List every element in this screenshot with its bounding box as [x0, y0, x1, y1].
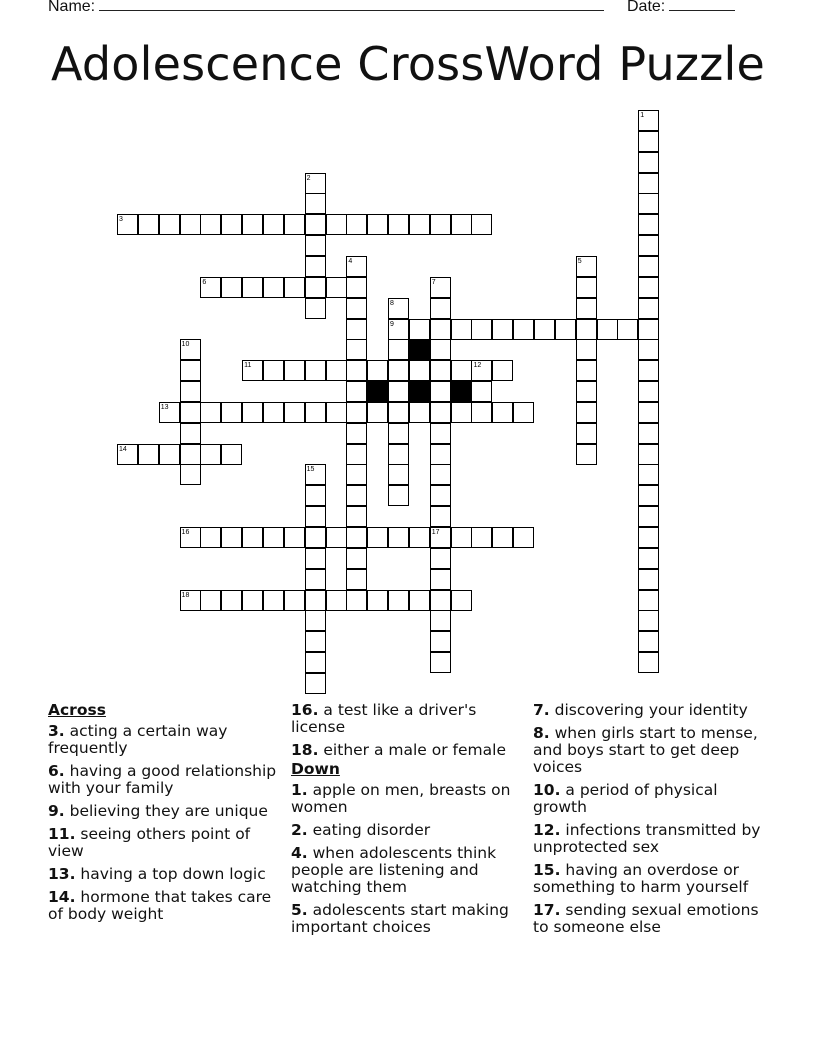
grid-cell[interactable] [346, 360, 367, 381]
grid-cell[interactable] [451, 527, 472, 548]
clue-number: 13. [48, 865, 76, 883]
grid-cell[interactable] [305, 193, 326, 214]
clue-number-12: 12 [473, 362, 482, 370]
grid-cell[interactable] [638, 506, 659, 527]
clue-number: 5. [291, 901, 308, 919]
grid-cell[interactable] [346, 569, 367, 590]
grid-cell[interactable] [638, 569, 659, 590]
grid-cell[interactable] [138, 214, 159, 235]
clue-item [291, 845, 527, 896]
grid-cell[interactable] [221, 444, 242, 465]
grid-cell[interactable] [638, 444, 659, 465]
clue-number: 2. [291, 821, 308, 839]
grid-cell[interactable] [388, 464, 409, 485]
grid-cell[interactable] [638, 319, 659, 340]
clue-text: a period of physical growth [533, 781, 718, 816]
clue-text: when girls start to mense, and boys start to get deep voices [533, 724, 758, 776]
grid-cell[interactable] [576, 277, 597, 298]
grid-cell[interactable] [221, 277, 242, 298]
grid-cell[interactable] [451, 319, 472, 340]
grid-cell[interactable] [200, 444, 221, 465]
clue-text: acting a certain way frequently [48, 722, 228, 757]
grid-cell[interactable] [638, 423, 659, 444]
clue-number-18: 18 [181, 591, 190, 599]
clue-item [533, 702, 769, 719]
grid-cell[interactable] [346, 590, 367, 611]
grid-cell[interactable] [346, 214, 367, 235]
across-heading: Across [48, 701, 106, 719]
clue-number: 12. [533, 821, 561, 839]
clue-number: 4. [291, 844, 308, 862]
clue-item [291, 902, 527, 936]
grid-cell[interactable] [471, 214, 492, 235]
grid-cell[interactable] [492, 527, 513, 548]
clue-number-1: 1 [640, 112, 645, 119]
grid-cell[interactable] [346, 402, 367, 423]
grid-cell[interactable] [367, 402, 388, 423]
grid-cell-blocked [409, 381, 430, 402]
grid-cell[interactable] [305, 485, 326, 506]
grid-cell[interactable] [242, 214, 263, 235]
grid-cell[interactable] [346, 485, 367, 506]
grid-cell[interactable] [451, 360, 472, 381]
grid-cell[interactable] [388, 485, 409, 506]
grid-cell[interactable] [263, 360, 284, 381]
grid-cell[interactable] [367, 527, 388, 548]
grid-cell[interactable] [305, 527, 326, 548]
grid-cell[interactable] [409, 360, 430, 381]
grid-cell[interactable] [388, 360, 409, 381]
grid-cell[interactable] [492, 319, 513, 340]
grid-cell[interactable] [638, 298, 659, 319]
grid-cell[interactable] [576, 402, 597, 423]
grid-cell[interactable] [159, 214, 180, 235]
grid-cell[interactable] [159, 444, 180, 465]
grid-cell[interactable] [346, 423, 367, 444]
grid-cell[interactable] [388, 590, 409, 611]
grid-cell[interactable] [430, 444, 451, 465]
grid-cell[interactable] [346, 548, 367, 569]
grid-cell[interactable] [305, 277, 326, 298]
grid-cell[interactable] [284, 360, 305, 381]
clue-item [48, 866, 284, 883]
clues-column-1 [48, 702, 284, 929]
grid-cell[interactable] [326, 360, 347, 381]
grid-cell[interactable] [180, 402, 201, 423]
grid-cell[interactable] [305, 506, 326, 527]
grid-cell[interactable] [305, 402, 326, 423]
grid-cell[interactable] [638, 652, 659, 673]
grid-cell[interactable] [346, 381, 367, 402]
grid-cell[interactable] [576, 381, 597, 402]
clue-number-4: 4 [348, 257, 353, 265]
clue-number-15: 15 [306, 466, 315, 474]
grid-cell[interactable] [492, 402, 513, 423]
clue-item [291, 822, 527, 839]
clue-text: eating disorder [307, 821, 431, 839]
grid-cell[interactable] [471, 319, 492, 340]
clue-number: 9. [48, 802, 65, 820]
grid-cell[interactable] [180, 464, 201, 485]
grid-cell[interactable] [576, 360, 597, 381]
grid-cell[interactable] [138, 444, 159, 465]
grid-cell[interactable] [576, 444, 597, 465]
grid-cell[interactable] [388, 214, 409, 235]
clue-number-10: 10 [181, 341, 190, 349]
clue-number: 7. [533, 701, 550, 719]
clue-number: 18. [291, 741, 319, 759]
grid-cell[interactable] [180, 423, 201, 444]
grid-cell[interactable] [200, 214, 221, 235]
grid-cell[interactable] [367, 590, 388, 611]
grid-cell[interactable] [638, 527, 659, 548]
grid-cell[interactable] [221, 590, 242, 611]
clue-item [48, 763, 284, 797]
grid-cell[interactable] [430, 402, 451, 423]
clue-number-13: 13 [160, 403, 169, 411]
grid-cell[interactable] [180, 444, 201, 465]
grid-cell[interactable] [346, 506, 367, 527]
grid-cell[interactable] [388, 339, 409, 360]
grid-cell[interactable] [305, 673, 326, 694]
grid-cell[interactable] [305, 631, 326, 652]
clue-item [533, 862, 769, 896]
grid-cell[interactable] [638, 152, 659, 173]
grid-cell[interactable] [367, 360, 388, 381]
grid-cell[interactable] [638, 360, 659, 381]
grid-cell[interactable] [284, 277, 305, 298]
clue-number-11: 11 [244, 362, 252, 370]
grid-cell[interactable] [242, 590, 263, 611]
grid-cell[interactable] [305, 569, 326, 590]
clue-text: sending sexual emotions to someone else [533, 901, 759, 936]
clue-number-5: 5 [577, 257, 582, 265]
grid-cell[interactable] [430, 631, 451, 652]
grid-cell[interactable] [367, 214, 388, 235]
clue-item [533, 782, 769, 816]
clue-item [291, 702, 527, 736]
clue-number: 16. [291, 701, 319, 719]
grid-cell[interactable] [221, 527, 242, 548]
clue-text: infections transmitted by unprotected sex [533, 821, 761, 856]
grid-cell[interactable] [430, 652, 451, 673]
grid-cell[interactable] [242, 277, 263, 298]
grid-cell[interactable] [346, 319, 367, 340]
grid-cell[interactable] [638, 464, 659, 485]
grid-cell[interactable] [576, 423, 597, 444]
clue-number-6: 6 [202, 278, 207, 286]
clue-text: having a good relationship with your family [48, 762, 277, 797]
clue-number-17: 17 [431, 529, 440, 536]
grid-cell[interactable] [305, 298, 326, 319]
grid-cell[interactable] [200, 590, 221, 611]
grid-cell[interactable] [263, 527, 284, 548]
grid-cell[interactable] [346, 277, 367, 298]
clue-number-3: 3 [119, 216, 123, 224]
grid-cell[interactable] [263, 277, 284, 298]
clue-text: either a male or female [318, 741, 506, 759]
grid-cell[interactable] [284, 214, 305, 235]
clue-number: 1. [291, 781, 308, 799]
grid-cell[interactable] [638, 173, 659, 194]
clue-number-16: 16 [181, 529, 190, 536]
grid-cell[interactable] [200, 527, 221, 548]
clue-item [48, 723, 284, 757]
grid-cell[interactable] [326, 402, 347, 423]
clue-number-2: 2 [306, 174, 311, 182]
grid-cell[interactable] [638, 193, 659, 214]
grid-cell[interactable] [388, 527, 409, 548]
clue-item [291, 742, 527, 759]
clue-item [48, 803, 284, 820]
grid-cell[interactable] [284, 527, 305, 548]
clue-number: 6. [48, 762, 65, 780]
clue-item [48, 826, 284, 860]
grid-cell[interactable] [430, 569, 451, 590]
grid-cell[interactable] [638, 214, 659, 235]
grid-cell[interactable] [638, 610, 659, 631]
grid-cell[interactable] [430, 506, 451, 527]
clue-number-9: 9 [390, 320, 394, 328]
grid-cell[interactable] [638, 339, 659, 360]
clues-column-3 [533, 702, 769, 942]
grid-cell[interactable] [305, 256, 326, 277]
grid-cell[interactable] [242, 402, 263, 423]
grid-cell[interactable] [221, 214, 242, 235]
grid-cell[interactable] [346, 527, 367, 548]
grid-cell[interactable] [638, 485, 659, 506]
grid-cell[interactable] [513, 402, 534, 423]
clue-number-14: 14 [119, 445, 127, 453]
grid-cell[interactable] [638, 256, 659, 277]
grid-cell[interactable] [326, 214, 347, 235]
clue-text: having a top down logic [75, 865, 266, 883]
grid-cell[interactable] [221, 402, 242, 423]
grid-cell-blocked [409, 339, 430, 360]
grid-cell[interactable] [409, 527, 430, 548]
grid-cell[interactable] [430, 610, 451, 631]
grid-cell[interactable] [638, 277, 659, 298]
grid-cell[interactable] [430, 298, 451, 319]
grid-cell[interactable] [617, 319, 638, 340]
grid-cell-blocked [367, 381, 388, 402]
clue-number: 10. [533, 781, 561, 799]
grid-cell[interactable] [409, 319, 430, 340]
grid-cell[interactable] [451, 402, 472, 423]
grid-cell[interactable] [430, 319, 451, 340]
grid-cell[interactable] [263, 402, 284, 423]
grid-cell[interactable] [451, 214, 472, 235]
clues-column-2 [291, 702, 527, 942]
grid-cell[interactable] [638, 402, 659, 423]
down-heading: Down [291, 760, 340, 778]
grid-cell[interactable] [305, 548, 326, 569]
clue-number: 14. [48, 888, 76, 906]
grid-cell[interactable] [180, 360, 201, 381]
grid-cell[interactable] [346, 298, 367, 319]
grid-cell[interactable] [409, 402, 430, 423]
grid-cell[interactable] [284, 402, 305, 423]
grid-cell[interactable] [180, 214, 201, 235]
grid-cell[interactable] [638, 235, 659, 256]
grid-cell[interactable] [576, 319, 597, 340]
clue-number: 17. [533, 901, 561, 919]
grid-cell[interactable] [555, 319, 576, 340]
grid-cell[interactable] [346, 339, 367, 360]
grid-cell[interactable] [576, 339, 597, 360]
grid-cell[interactable] [200, 402, 221, 423]
grid-cell[interactable] [346, 464, 367, 485]
clue-text: having an overdose or something to harm yourself [533, 861, 749, 896]
clue-text: adolescents start making important choices [291, 901, 509, 936]
grid-cell[interactable] [471, 402, 492, 423]
clue-number: 11. [48, 825, 76, 843]
date-label: Date: [627, 0, 666, 15]
grid-cell[interactable] [638, 631, 659, 652]
grid-cell-blocked [451, 381, 472, 402]
grid-cell[interactable] [513, 319, 534, 340]
grid-cell[interactable] [430, 590, 451, 611]
grid-cell[interactable] [305, 214, 326, 235]
grid-cell[interactable] [242, 527, 263, 548]
clue-number-8: 8 [390, 299, 394, 307]
grid-cell[interactable] [451, 590, 472, 611]
clue-item [533, 822, 769, 856]
clue-number: 8. [533, 724, 550, 742]
grid-cell[interactable] [326, 527, 347, 548]
grid-cell[interactable] [430, 360, 451, 381]
clue-number: 15. [533, 861, 561, 879]
grid-cell[interactable] [430, 485, 451, 506]
grid-cell[interactable] [388, 423, 409, 444]
grid-cell[interactable] [576, 298, 597, 319]
grid-cell[interactable] [263, 214, 284, 235]
grid-cell[interactable] [284, 590, 305, 611]
clue-item [48, 889, 284, 923]
clue-text: a test like a driver's license [291, 701, 477, 736]
grid-cell[interactable] [409, 214, 430, 235]
grid-cell[interactable] [388, 381, 409, 402]
clue-text: believing they are unique [64, 802, 268, 820]
grid-cell[interactable] [534, 319, 555, 340]
grid-cell[interactable] [430, 214, 451, 235]
grid-cell[interactable] [305, 360, 326, 381]
grid-cell[interactable] [492, 360, 513, 381]
clue-item [291, 782, 527, 816]
grid-cell[interactable] [326, 590, 347, 611]
grid-cell[interactable] [597, 319, 618, 340]
clue-text: hormone that takes care of body weight [48, 888, 272, 923]
grid-cell[interactable] [305, 590, 326, 611]
clue-text: when adolescents think people are listening and watching them [291, 844, 497, 896]
clue-number: 3. [48, 722, 65, 740]
grid-cell[interactable] [471, 381, 492, 402]
grid-cell[interactable] [263, 590, 284, 611]
grid-cell[interactable] [430, 339, 451, 360]
grid-cell[interactable] [471, 527, 492, 548]
clue-item [533, 725, 769, 776]
grid-cell[interactable] [430, 423, 451, 444]
grid-cell[interactable] [326, 277, 347, 298]
grid-cell[interactable] [513, 527, 534, 548]
name-label: Name: [48, 0, 96, 15]
grid-cell[interactable] [305, 610, 326, 631]
clue-text: seeing others point of view [48, 825, 251, 860]
grid-cell[interactable] [409, 590, 430, 611]
grid-cell[interactable] [430, 464, 451, 485]
clue-number-7: 7 [431, 278, 436, 286]
clue-text: discovering your identity [549, 701, 748, 719]
grid-cell[interactable] [180, 381, 201, 402]
grid-cell[interactable] [430, 548, 451, 569]
grid-cell[interactable] [638, 590, 659, 611]
grid-cell[interactable] [305, 235, 326, 256]
grid-cell[interactable] [638, 381, 659, 402]
grid-cell[interactable] [430, 381, 451, 402]
clue-item [533, 902, 769, 936]
grid-cell[interactable] [346, 444, 367, 465]
grid-cell[interactable] [305, 652, 326, 673]
grid-cell[interactable] [638, 548, 659, 569]
grid-cell[interactable] [638, 131, 659, 152]
grid-cell[interactable] [388, 444, 409, 465]
page-title: Adolescence CrossWord Puzzle [50, 37, 766, 91]
clue-text: apple on men, breasts on women [291, 781, 511, 816]
grid-cell[interactable] [388, 402, 409, 423]
